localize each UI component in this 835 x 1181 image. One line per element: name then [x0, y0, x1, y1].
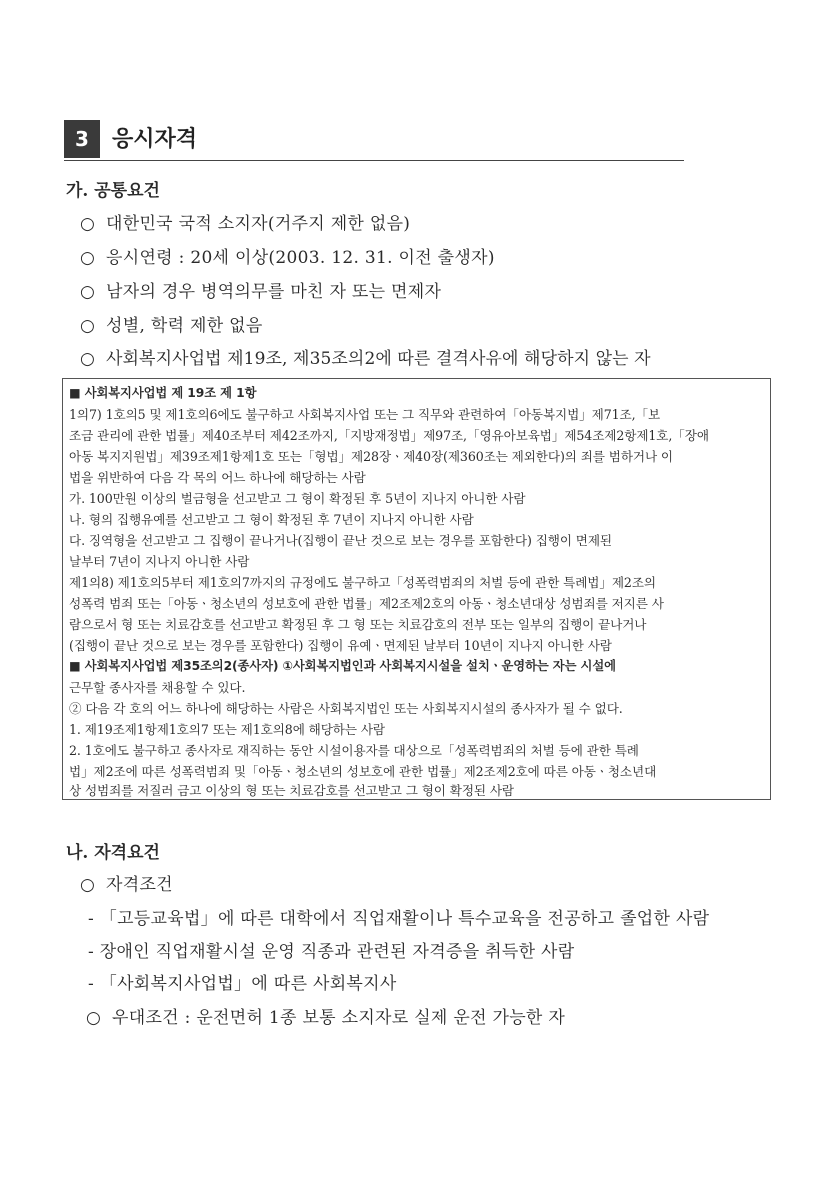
list-item-text: 성별, 학력 제한 없음 — [106, 316, 263, 336]
circle-bullet-icon: ○ — [80, 349, 95, 369]
list-item — [80, 344, 651, 369]
law-line: 아동 복지지원법」제39조제1항제1호 또는「형법」제28장ㆍ제40장(제360조는 제외한다)의 죄를 범하거나 이 — [69, 449, 673, 464]
list-item-text: 남자의 경우 병역의무를 마친 자 또는 면제자 — [106, 282, 442, 302]
dash-bullet-icon: - — [88, 942, 95, 962]
list-item — [80, 277, 441, 302]
dash-bullet-icon: - — [88, 909, 95, 929]
list-item — [80, 209, 410, 234]
law-line: (집행이 끝난 것으로 보는 경우를 포함한다) 집행이 유예ㆍ면제된 날부터 10년이 지나지 아니한 사람 — [69, 638, 612, 653]
section-title: 응시자격 — [112, 127, 198, 152]
law-line: 람으로서 형 또는 치료감호를 선고받고 확정된 후 그 형 또는 치료감호의 전부 또는 일부의 집행이 끝나거나 — [69, 617, 647, 632]
qualification-sub-item — [80, 870, 173, 895]
law-line: 1. 제19조제1항제1호의7 또는 제1호의8에 해당하는 사람 — [69, 722, 385, 737]
law-line: 법을 위반하여 다음 각 목의 어느 하나에 해당하는 사람 — [69, 470, 366, 485]
qualification-heading: 나. 자격요건 — [66, 843, 160, 863]
circle-bullet-icon: ○ — [80, 316, 96, 336]
circle-bullet-icon: ○ — [80, 214, 96, 234]
law-line: 상 성범죄를 저질러 금고 이상의 형 또는 치료감호를 선고받고 그 형이 확정된 사람 — [69, 783, 515, 798]
list-item — [88, 969, 397, 994]
law-line: 1의7) 1호의5 및 제1호의6에도 불구하고 사회복지사업 또는 그 직무와 관련하여「아동복지법」제71조,「보 — [69, 407, 661, 422]
list-item — [86, 1003, 565, 1028]
circle-bullet-icon: ○ — [80, 248, 96, 268]
law-line: 나. 형의 집행유예를 선고받고 그 형이 확정된 후 7년이 지나지 아니한 사람 — [69, 512, 474, 527]
list-item-text: 대한민국 국적 소지자(거주지 제한 없음) — [106, 214, 411, 234]
list-item-text: 응시연령 : 20세 이상(2003. 12. 31. 이전 출생자) — [106, 248, 495, 268]
law-line: 날부터 7년이 지나지 아니한 사람 — [69, 554, 250, 569]
law-title: ■ 사회복지사업법 제 19조 제 1항 — [69, 386, 257, 400]
law-title: ■ 사회복지사업법 제35조의2(종사자) ①사회복지법인과 사회복지시설을 설치ㆍ운영하는 자는 시설에 — [69, 659, 616, 673]
dash-bullet-icon: - — [88, 974, 95, 994]
law-line: 조금 관리에 관한 법률」제40조부터 제42조까지,「지방재정법」제97조,「영유아보육법」제54조제2항제1호,「장애 — [69, 428, 709, 443]
law-line: 가. 100만원 이상의 벌금형을 선고받고 그 형이 확정된 후 5년이 지나지 아니한 사람 — [69, 491, 526, 506]
section-header — [64, 116, 684, 160]
list-item — [88, 904, 709, 929]
circle-bullet-icon: ○ — [80, 875, 96, 895]
law-line: 2. 1호에도 불구하고 종사자로 재직하는 동안 시설이용자를 대상으로「성폭력범죄의 처벌 등에 관한 특례 — [69, 743, 639, 758]
law-line: 제1의8) 제1호의5부터 제1호의7까지의 규정에도 불구하고「성폭력범죄의 처벌 등에 관한 특례법」제2조의 — [69, 575, 656, 590]
list-item — [80, 243, 495, 268]
circle-bullet-icon: ○ — [86, 1008, 102, 1028]
list-item-text: 「사회복지사업법」에 따른 사회복지사 — [99, 974, 397, 994]
law-line: ② 다음 각 호의 어느 하나에 해당하는 사람은 사회복지법인 또는 사회복지시설의 종사자가 될 수 없다. — [69, 701, 623, 716]
list-item — [88, 937, 574, 962]
qualification-sub-heading: 자격조건 — [106, 875, 173, 895]
list-item-text: 「고등교육법」에 따른 대학에서 직업재활이나 특수교육을 전공하고 졸업한 사람 — [99, 909, 710, 929]
law-excerpt-box — [62, 378, 771, 800]
section-divider — [64, 160, 684, 161]
list-item — [80, 311, 263, 336]
law-line: 근무할 종사자를 채용할 수 있다. — [69, 680, 246, 695]
list-item-text: 장애인 직업재활시설 운영 직종과 관련된 자격증을 취득한 사람 — [99, 942, 575, 962]
law-line: 다. 징역형을 선고받고 그 집행이 끝나거나(집행이 끝난 것으로 보는 경우를 포함한다) 집행이 면제된 — [69, 533, 612, 548]
list-item-text: 사회복지사업법 제19조, 제35조의2에 따른 결격사유에 해당하지 않는 자 — [106, 349, 651, 369]
circle-bullet-icon: ○ — [80, 282, 96, 302]
common-requirements-heading: 가. 공통요건 — [66, 181, 160, 201]
law-line: 성폭력 범죄 또는「아동ㆍ청소년의 성보호에 관한 법률」제2조제2호의 아동ㆍ청소년대상 성범죄를 저지른 사 — [69, 596, 664, 611]
section-number-badge: 3 — [64, 120, 100, 158]
list-item-text: 우대조건 : 운전면허 1종 보통 소지자로 실제 운전 가능한 자 — [112, 1008, 566, 1028]
law-line: 법」제2조에 따른 성폭력범죄 및「아동ㆍ청소년의 성보호에 관한 법률」제2조제2호에 따른 아동ㆍ청소년대 — [69, 764, 657, 779]
